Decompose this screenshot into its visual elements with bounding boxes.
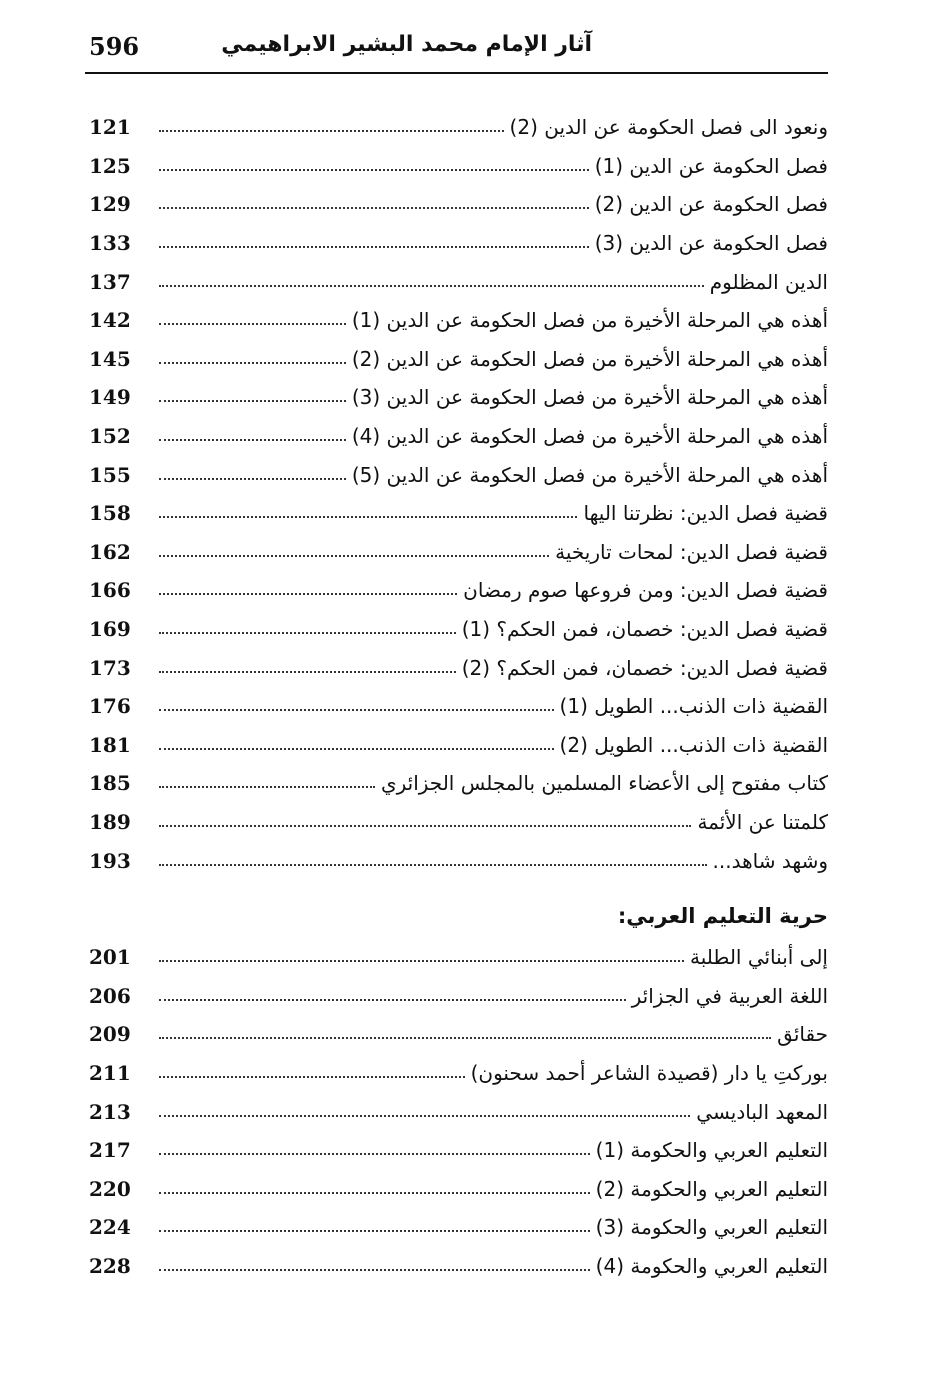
toc-entry (85, 1208, 828, 1247)
toc-entry (85, 108, 828, 147)
toc-entry-title: الدين المظلوم (704, 270, 828, 294)
toc-entry-title: أهذه هي المرحلة الأخيرة من فصل الحكومة عن الدين (5) (346, 463, 828, 487)
toc-entry (85, 648, 828, 687)
toc-entry (85, 224, 828, 263)
toc-entry-page: 145 (89, 346, 131, 371)
toc-entry-page: 193 (89, 848, 131, 873)
toc-entry-title: قضية فصل الدين: ومن فروعها صوم رمضان (457, 578, 828, 602)
toc-entry-page: 217 (89, 1138, 131, 1163)
dot-leader (159, 323, 346, 325)
toc-entry-title: إلى أبنائي الطلبة (684, 945, 828, 969)
toc-entry-title: قضية فصل الدين: خصمان، فمن الحكم؟ (1) (456, 617, 828, 641)
toc-entry-title: اللغة العربية في الجزائر (626, 984, 828, 1008)
dot-leader (159, 1076, 465, 1078)
toc-entry-page: 125 (89, 153, 131, 178)
toc-entry-title: وشهد شاهد... (707, 849, 828, 873)
toc-entry (85, 147, 828, 186)
toc-entry (85, 1247, 828, 1286)
dot-leader (159, 1153, 590, 1155)
toc-entry-title: القضية ذات الذنب... الطويل (1) (554, 694, 828, 718)
toc-entry-title: التعليم العربي والحكومة (2) (590, 1177, 828, 1201)
dot-leader (159, 362, 346, 364)
toc-entry-title: قضية فصل الدين: نظرتنا اليها (577, 501, 828, 525)
toc-entry-title: أهذه هي المرحلة الأخيرة من فصل الحكومة عن الدين (4) (346, 424, 828, 448)
toc-entry (85, 571, 828, 610)
toc-entry (85, 610, 828, 649)
toc-entry-page: 121 (89, 115, 131, 140)
dot-leader (159, 1230, 590, 1232)
dot-leader (159, 478, 346, 480)
toc-entry (85, 726, 828, 765)
dot-leader (159, 555, 549, 557)
toc-entry-page: 166 (89, 578, 131, 603)
toc-entry (85, 841, 828, 880)
toc-entry (85, 1131, 828, 1170)
toc-entry-title: التعليم العربي والحكومة (3) (590, 1215, 828, 1239)
dot-leader (159, 400, 346, 402)
toc-entry-title: فصل الحكومة عن الدين (2) (589, 192, 828, 216)
toc-entry-title: التعليم العربي والحكومة (1) (590, 1138, 828, 1162)
toc-entry (85, 340, 828, 379)
toc-entry (85, 764, 828, 803)
dot-leader (159, 709, 554, 711)
toc-entry-title: كلمتنا عن الأئمة (691, 810, 828, 834)
toc-entry (85, 1054, 828, 1093)
dot-leader (159, 1115, 690, 1117)
dot-leader (159, 285, 704, 287)
toc-entry-title: قضية فصل الدين: خصمان، فمن الحكم؟ (2) (456, 656, 828, 680)
dot-leader (159, 786, 375, 788)
toc-entry-title: القضية ذات الذنب... الطويل (2) (554, 733, 828, 757)
section-heading: حرية التعليم العربي: (617, 903, 828, 928)
page-number: 596 (89, 32, 140, 61)
toc-entry (85, 1092, 828, 1131)
toc-entry-page: 155 (89, 462, 131, 487)
dot-leader (159, 671, 456, 673)
toc-entry-page: 169 (89, 617, 131, 642)
toc-entry-page: 149 (89, 385, 131, 410)
toc-entry-title: قضية فصل الدين: لمحات تاريخية (549, 540, 828, 564)
toc-entry (85, 262, 828, 301)
toc-entry-page: 211 (89, 1060, 131, 1085)
toc-entry-page: 181 (89, 732, 131, 757)
dot-leader (159, 864, 707, 866)
toc-entry-page: 224 (89, 1215, 131, 1240)
toc-entry-title: حقائق (771, 1022, 828, 1046)
toc-entry-page: 137 (89, 269, 131, 294)
toc-entry-title: ونعود الى فصل الحكومة عن الدين (2) (504, 115, 828, 139)
toc-entry (85, 687, 828, 726)
table-of-contents (85, 108, 828, 1285)
dot-leader (159, 1037, 771, 1039)
dot-leader (159, 960, 684, 962)
dot-leader (159, 999, 626, 1001)
toc-entry-title: فصل الحكومة عن الدين (1) (589, 154, 828, 178)
toc-entry-title: بوركتِ يا دار (قصيدة الشاعر أحمد سحنون) (465, 1061, 828, 1085)
toc-entry (85, 185, 828, 224)
dot-leader (159, 593, 457, 595)
toc-entry (85, 301, 828, 340)
toc-entry-page: 189 (89, 809, 131, 834)
dot-leader (159, 207, 589, 209)
toc-entry-title: أهذه هي المرحلة الأخيرة من فصل الحكومة عن الدين (2) (346, 347, 828, 371)
toc-entry-page: 173 (89, 655, 131, 680)
toc-entry-title: فصل الحكومة عن الدين (3) (589, 231, 828, 255)
toc-entry (85, 976, 828, 1015)
toc-entry-title: كتاب مفتوح إلى الأعضاء المسلمين بالمجلس الجزائري (375, 771, 828, 795)
dot-leader (159, 825, 691, 827)
toc-entry (85, 533, 828, 572)
dot-leader (159, 439, 346, 441)
toc-entry-page: 206 (89, 983, 131, 1008)
toc-entry-page: 158 (89, 501, 131, 526)
toc-entry-page: 228 (89, 1253, 131, 1278)
dot-leader (159, 1269, 590, 1271)
toc-entry-title: المعهد الباديسي (690, 1100, 828, 1124)
toc-entry-page: 152 (89, 424, 131, 449)
toc-entry (85, 378, 828, 417)
dot-leader (159, 130, 504, 132)
toc-entry-page: 162 (89, 539, 131, 564)
toc-entry (85, 494, 828, 533)
toc-entry-page: 142 (89, 308, 131, 333)
toc-entry-page: 209 (89, 1022, 131, 1047)
toc-entry-page: 201 (89, 945, 131, 970)
toc-entry-title: أهذه هي المرحلة الأخيرة من فصل الحكومة عن الدين (3) (346, 385, 828, 409)
toc-entry-page: 129 (89, 192, 131, 217)
dot-leader (159, 748, 554, 750)
toc-entry-page: 213 (89, 1099, 131, 1124)
toc-entry (85, 455, 828, 494)
toc-entry (85, 1169, 828, 1208)
dot-leader (159, 169, 589, 171)
toc-entry-page: 176 (89, 694, 131, 719)
toc-entry-title: أهذه هي المرحلة الأخيرة من فصل الحكومة عن الدين (1) (346, 308, 828, 332)
dot-leader (159, 1192, 590, 1194)
running-title: آثار الإمام محمد البشير الابراهيمي (221, 32, 592, 57)
toc-group-1 (85, 108, 828, 880)
toc-entry (85, 1015, 828, 1054)
toc-entry-title: التعليم العربي والحكومة (4) (590, 1254, 828, 1278)
toc-entry (85, 938, 828, 977)
toc-entry-page: 185 (89, 771, 131, 796)
toc-entry (85, 803, 828, 842)
toc-entry-page: 220 (89, 1176, 131, 1201)
dot-leader (159, 246, 589, 248)
dot-leader (159, 632, 456, 634)
page-header (85, 28, 828, 74)
toc-entry (85, 417, 828, 456)
toc-entry-page: 133 (89, 231, 131, 256)
dot-leader (159, 516, 577, 518)
toc-group-2 (85, 938, 828, 1285)
